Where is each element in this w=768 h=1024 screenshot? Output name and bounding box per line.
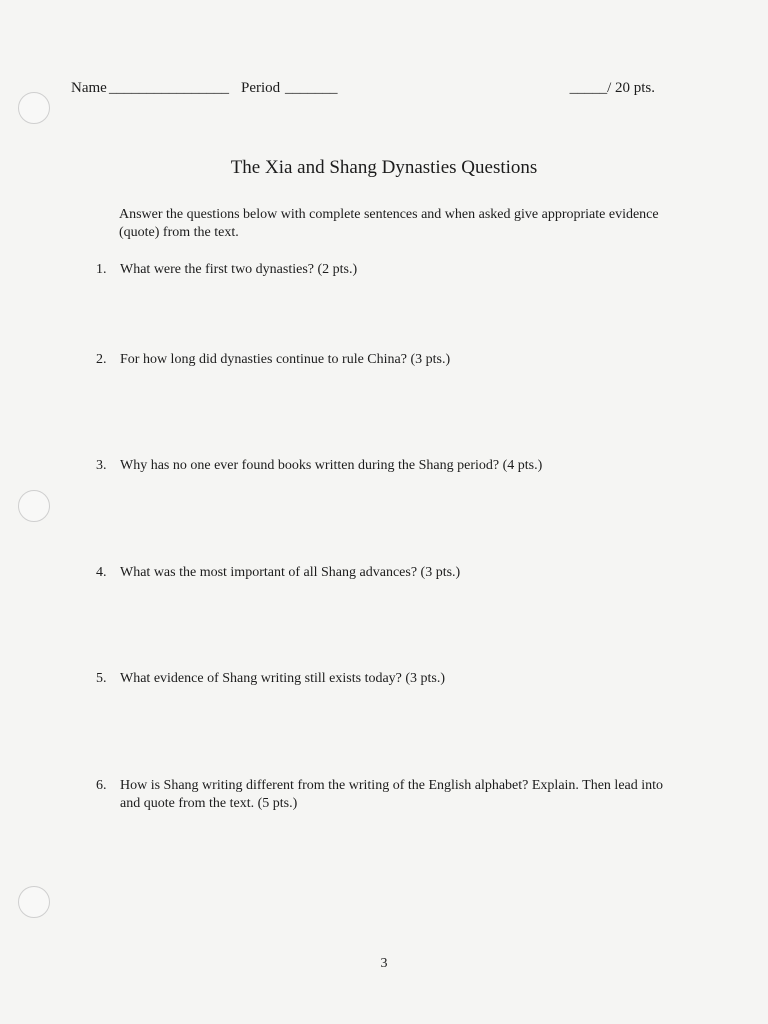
question-number: 6. — [96, 778, 107, 793]
question-text: What was the most important of all Shang advances? (3 pts.) — [120, 565, 461, 580]
question-3 — [96, 457, 686, 475]
period-label: Period — [241, 80, 281, 96]
question-number: 1. — [96, 262, 107, 277]
question-number: 3. — [96, 458, 107, 473]
page-number: 3 — [380, 956, 388, 971]
name-blank: ________________ — [109, 80, 229, 96]
score-field: _____/ 20 pts. — [569, 80, 655, 96]
punch-hole-bottom — [18, 886, 50, 918]
question-number: 5. — [96, 671, 107, 686]
punch-hole-top — [18, 92, 50, 124]
question-1 — [96, 261, 686, 279]
question-text: How is Shang writing different from the writing of the English alphabet? Explain. Then lead into and quote from the text. (5 pts.) — [120, 778, 664, 811]
question-text: Why has no one ever found books written during the Shang period? (4 pts.) — [120, 458, 543, 473]
page-title: The Xia and Shang Dynasties Questions — [230, 157, 538, 178]
punch-hole-middle — [18, 490, 50, 522]
question-6 — [96, 777, 686, 813]
question-text: For how long did dynasties continue to rule China? (3 pts.) — [120, 352, 451, 367]
name-label: Name — [71, 80, 107, 96]
question-5 — [96, 670, 686, 688]
question-2 — [96, 351, 686, 369]
question-4 — [96, 564, 686, 582]
question-text: What evidence of Shang writing still exists today? (3 pts.) — [120, 671, 446, 686]
question-text: What were the first two dynasties? (2 pts.) — [120, 262, 358, 277]
period-blank: _______ — [285, 80, 338, 96]
question-number: 2. — [96, 352, 107, 367]
question-number: 4. — [96, 565, 107, 580]
instructions: Answer the questions below with complete sentences and when asked give appropriate evidence (quote) from the text. — [119, 207, 659, 240]
